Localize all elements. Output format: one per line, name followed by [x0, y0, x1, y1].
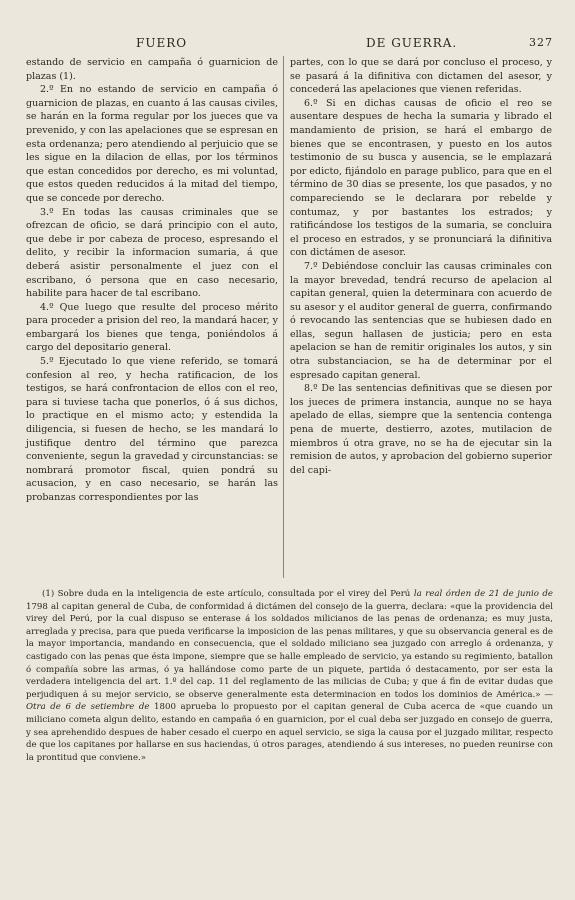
footnote-text-part: (1) Sobre duda en la inteligencia de este artículo, consultada por el virey del Perú [42, 589, 414, 599]
paragraph: 6.º Si en dichas causas de oficio el reo se ausentare despues de hecha la sumaria y librado el mandamiento de prision, se hará el embargo de bienes que se encontrasen, y puesto en los autos testimonio de su busca y ausencia, se le emplazará por edicto, fijándolo en parage publico, para que en el término de 30 dias se presente, los que pasados, y no compareciendo se le declarara por rebelde y contumaz, y por bastantes los estrados; y ratificándose los testigos de la sumaria, se concluira el proceso en estrados, y se pronunciará la difinitiva con dictámen de asesor. [290, 97, 552, 259]
page-number: 327 [529, 36, 553, 49]
paragraph: 5.º Ejecutado lo que viene referido, se tomará confesion al reo, y hecha ratificacion, de los testigos, se hará confrontacion de ellos con el reo, para si tuviese tacha que ponerlos, ó á sus dichos, lo practique en el mismo acto; y estendida la diligencia, si fuesen de hecho, se les mandará lo justifique dentro del término que parezca conveniente, segun la gravedad y circunstancias: se nombrará promotor fiscal, quien pondrá su acusacion, y en caso necesario, se harán las probanzas correspondientes por las [26, 356, 278, 503]
left-column [26, 56, 278, 505]
paragraph: estando de servicio en campaña ó guarnicion de plazas (1). [26, 57, 278, 82]
footnote [26, 588, 553, 764]
paragraph: 4.º Que luego que resulte del proceso mérito para proceder a prision del reo, la mandará hacer, y embargará los bienes que tenga, poniéndolos á cargo del depositario general. [26, 301, 278, 354]
footnote-text-part: 1798 al capitan general de Cuba, de conformidad á dictámen del consejo de la guerra, declara: «que la providencia del virey del Perú, por la cual dispuso se enterase á los soldados milicianos de las penas de ordenanza; es muy justa, arreglada y precisa, para que pueda verificarse la imposicion de las penas militares, y que su observancia general es de la mayor importancia, mandando en consecuencia, que el soldado miliciano sea juzgado con arreglo á ordenanza, y castigado con las penas que ésta impone, siempre que se halle empleado de servicio, ya estando su regimiento, batallon ó compañía sobre las armas, ó ya hallándose como parte de un piquete, partida ó destacamento, por ser esta la verdadera inteligencia del art. 1.º del cap. 11 del reglamento de las milicias de Cuba; y que á fin de evitar dudas que perjudiquen á su mejor servicio, se observe generalmente esta determinacion en todos los dominios de América.» — [26, 601, 553, 700]
footnote-text-part: 1800 aprueba lo propuesto por el capitan general de Cuba acerca de «que cuando un miliciano cometa algun delito, estando en campaña ó en guarnicion, por el cual deba ser juzgado en consejo de guerra, y sea aprehendido despues de haber cesado el cuerpo en aquel servicio, se siga la causa por el juzgado militar, respecto de que los capitanes por hallarse en sus haciendas, ú otros parages, atendiendo á sus intereses, no pueden reunirse con la prontitud que conviene.» [26, 702, 553, 763]
paragraph: partes, con lo que se dará por concluso el proceso, y se pasará á la difinitiva con dictamen del asesor, y concederá las apelaciones que vienen referidas. [290, 57, 552, 96]
paragraph: 2.º En no estando de servicio en campaña ó guarnicion de plazas, en cuanto á las causas civiles, se harán en la forma regular por los jueces que va prevenido, y con las apelaciones que se espresan en esta ordenanza; pero atendiendo al perjuicio que se les sigue en la dilacion de ellas, por los términos que estan concedidos por derecho, es mi voluntad, que estos queden reducidos á la mitad del tiempo, que se concede por derecho. [26, 84, 278, 204]
header-title-left: FUERO [136, 36, 188, 50]
right-column [290, 56, 552, 477]
running-header [26, 36, 553, 52]
footnote-italic: Otra de 6 de setiembre de [26, 702, 150, 713]
column-divider [283, 56, 284, 578]
paragraph: 7.º Debiéndose concluir las causas criminales con la mayor brevedad, tendrá recurso de apelacion al capitan general, quien la determinara con acuerdo de su asesor y el auditor general de guerra, confirmando ó revocando las sentencias que se hubiesen dado en ellas, segun hallasen de justicia; pero en esta apelacion se han de remitir originales los autos, y sin otra substanciacion, se ha de determinar por el espresado capitan general. [290, 260, 552, 381]
paragraph: 8.º De las sentencias definitivas que se diesen por los jueces de primera instancia, aunque no se haya apelado de ellas, siempre que la sentencia contenga pena de muerte, destierro, azotes, mutilacion de miembros ú otra grave, no se ha de ejecutar sin la remision de autos, y aprobacion del gobierno superior del capi- [290, 383, 552, 476]
header-title-right: DE GUERRA. [366, 36, 458, 50]
paragraph: 3.º En todas las causas criminales que se ofrezcan de oficio, se dará principio con el auto, que debe ir por cabeza de proceso, espresando el delito, y recibir la informacion sumaria, á que deberá asistir personalmente el juez con el escribano, ó persona que en caso necesario, habilite para hacer de tal escribano. [26, 206, 278, 300]
footnote-text [26, 588, 553, 764]
footnote-italic: la real órden de 21 de junio de [413, 589, 553, 599]
